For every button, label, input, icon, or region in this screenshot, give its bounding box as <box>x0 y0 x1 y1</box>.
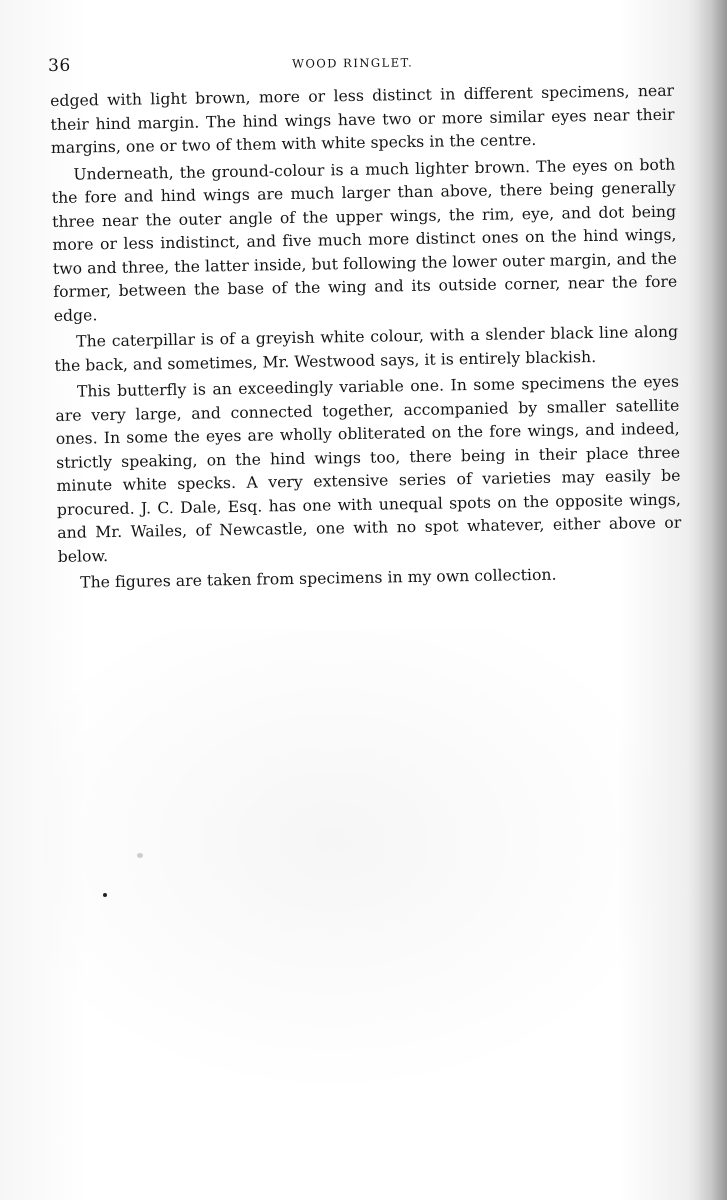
paper-blemish <box>137 853 143 858</box>
paragraph-variability: This butterfly is an exceedingly variable one. In some specimens the eyes are very large, and connected together, accompanied by smaller satellite ones. In some the eyes are wholly obliterated on the fore wings, and indeed, strictly speaking, on the hind wings too, there being in their place three minute white specks. A very extensive series of varieties may easily be procured. J. C. Dale, Esq. has one with unequal spots on the opposite wings, and Mr. Wailes, of Newcastle, one with no spot whatever, either above or below. <box>55 372 682 566</box>
body-text <box>50 80 682 599</box>
page-number: 36 <box>48 55 71 76</box>
ink-speck <box>103 893 107 897</box>
binding-shadow <box>687 0 727 1200</box>
page-header <box>48 50 678 80</box>
paragraph-figures: The figures are taken from specimens in my own collection. <box>80 565 557 592</box>
show-through-text <box>45 630 685 1100</box>
paragraph-continuation: edged with light brown, more or less distinct in different specimens, near their hind margin. The hind wings have two or more similar eyes near their margins, one or two of them with white specks in the centre. <box>50 81 675 157</box>
running-head: WOOD RINGLET. <box>292 55 414 71</box>
paragraph-underneath: Underneath, the ground-colour is a much lighter brown. The eyes on both the fore and hind wings are much larger than above, there being generally three near the outer angle of the upper wings, the rim, eye, and dot being more or less indistinct, and five much more distinct ones on the hind wings, two and three, the latter inside, but following the lower outer margin, and the former, between the base of the wing and its outside corner, near the fore edge. <box>51 155 678 325</box>
paragraph-caterpillar: The caterpillar is of a greyish white colour, with a slender black line along the back, and sometimes, Mr. Westwood says, it is entirely blackish. <box>54 322 679 375</box>
